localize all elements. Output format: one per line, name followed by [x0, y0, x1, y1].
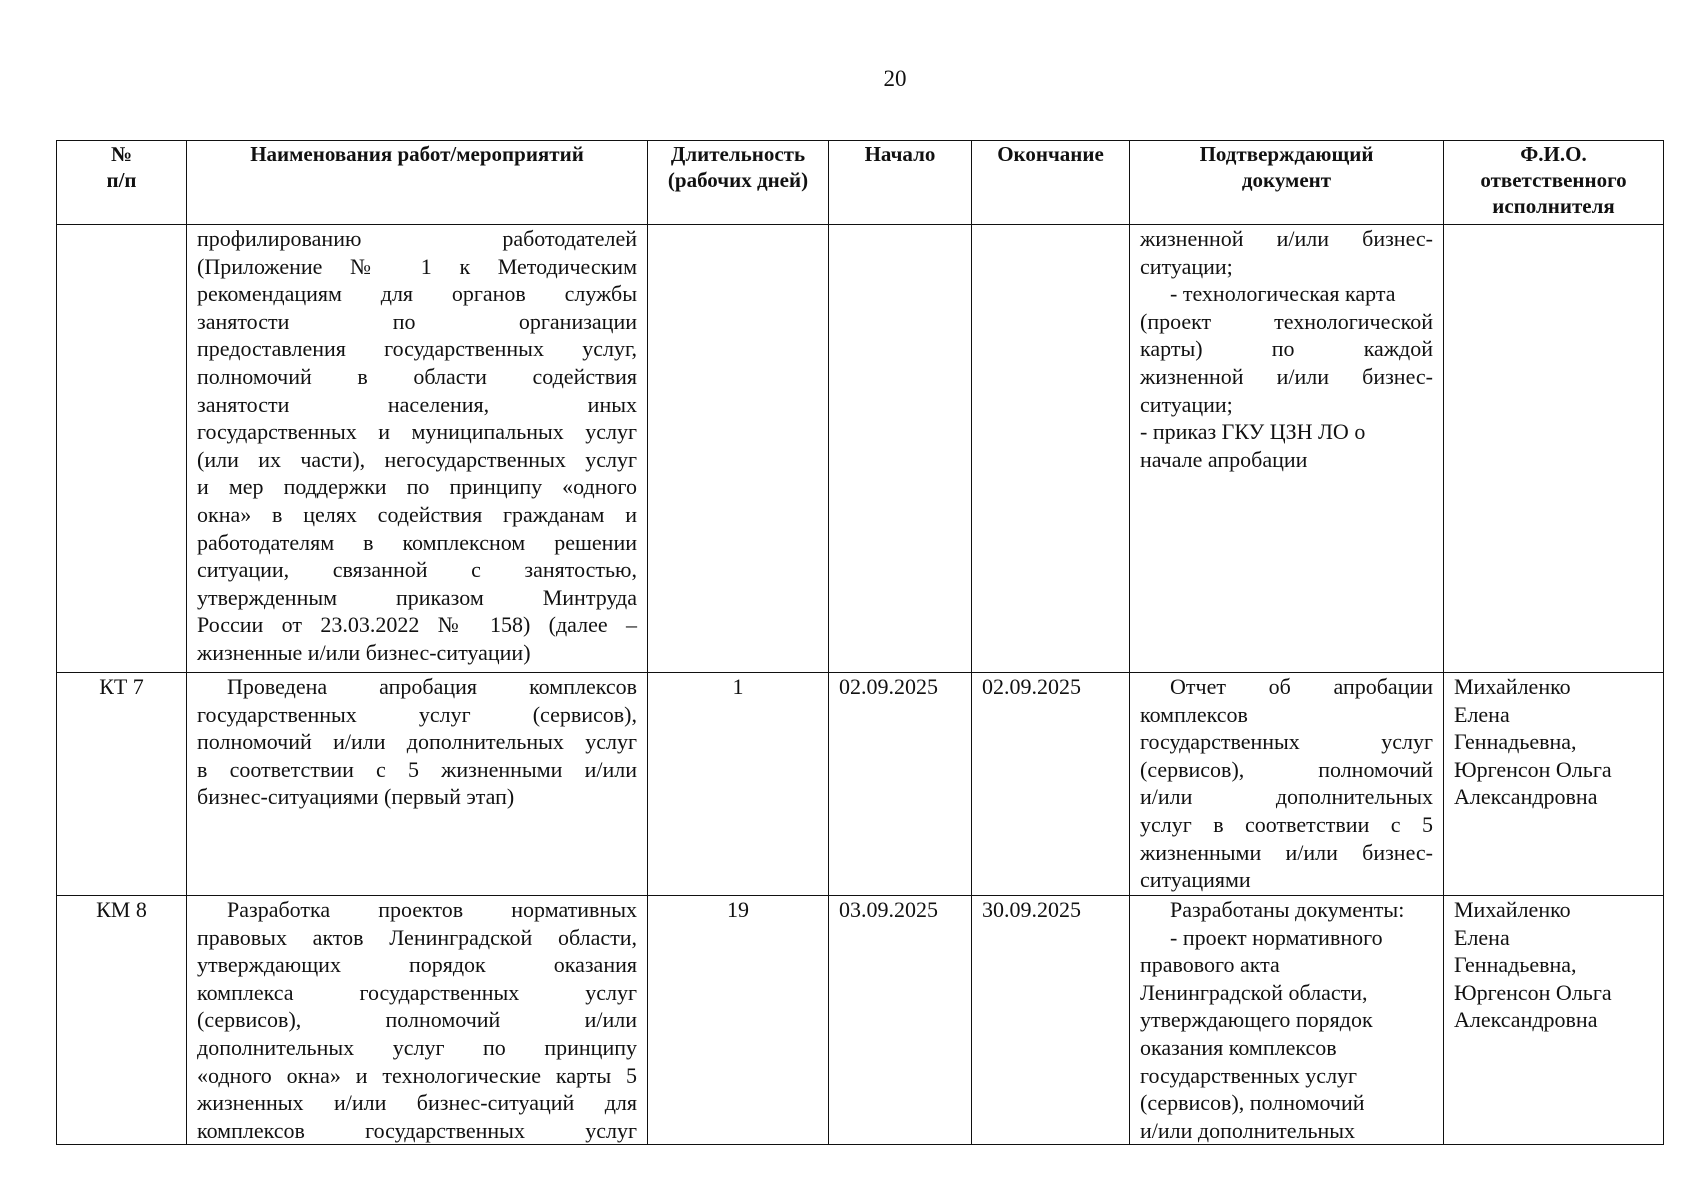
header-num: № п/п	[57, 141, 187, 225]
cell-num	[57, 225, 187, 673]
cell-name: Разработка проектов нормативных правовых актов Ленинградской области, утверждающих порядок оказания комплекса государственных услуг (сервисов), полномочий и/или дополнительных услуг по принципу «одного окна» и технологические карты 5 жизненных и/или бизнес-ситуаций для комплексов государственных услуг	[187, 896, 648, 1145]
header-responsible: Ф.И.О. ответственного исполнителя	[1444, 141, 1664, 225]
cell-end: 30.09.2025	[972, 896, 1130, 1145]
table-row	[57, 673, 1664, 896]
cell-name: профилированию работодателей (Приложение № 1 к Методическим рекомендациям для органов службы занятости по организации предоставления государственных услуг, полномочий в области содействия занятости населения, иных государственных и муниципальных услуг (или их части), негосударственных услуг и мер поддержки по принципу «одного окна» в целях содействия гражданам и работодателям в комплексном решении ситуации, связанной с занятостью, утвержденным приказом Минтруда России от 23.03.2022 № 158) (далее – жизненные и/или бизнес-ситуации)	[187, 225, 648, 673]
table-header-row	[57, 141, 1664, 225]
header-name: Наименования работ/мероприятий	[187, 141, 648, 225]
table-row	[57, 225, 1664, 673]
cell-end	[972, 225, 1130, 673]
cell-responsible: Михайленко Елена Геннадьевна, Юргенсон Ольга Александровна	[1444, 896, 1664, 1145]
cell-start: 03.09.2025	[829, 896, 972, 1145]
cell-end: 02.09.2025	[972, 673, 1130, 896]
cell-name: Проведена апробация комплексов государственных услуг (сервисов), полномочий и/или дополнительных услуг в соответствии с 5 жизненными и/или бизнес-ситуациями (первый этап)	[187, 673, 648, 896]
header-duration: Длительность (рабочих дней)	[648, 141, 829, 225]
page-number: 20	[883, 66, 907, 91]
cell-num: КТ 7	[57, 673, 187, 896]
cell-responsible	[1444, 225, 1664, 673]
header-start: Начало	[829, 141, 972, 225]
header-end: Окончание	[972, 141, 1130, 225]
cell-document: Отчет об апробации комплексов государственных услуг (сервисов), полномочий и/или дополнительных услуг в соответствии с 5 жизненными и/или бизнес- ситуациями	[1130, 673, 1444, 896]
cell-duration	[648, 225, 829, 673]
cell-duration: 19	[648, 896, 829, 1145]
cell-duration: 1	[648, 673, 829, 896]
cell-start: 02.09.2025	[829, 673, 972, 896]
cell-document: Разработаны документы: - проект нормативного правового акта Ленинградской области, утверждающего порядок оказания комплексов государственных услуг (сервисов), полномочий и/или дополнительных	[1130, 896, 1444, 1145]
cell-start	[829, 225, 972, 673]
cell-responsible: Михайленко Елена Геннадьевна, Юргенсон Ольга Александровна	[1444, 673, 1664, 896]
table-row	[57, 896, 1664, 1145]
schedule-table	[56, 140, 1664, 1145]
cell-document: жизненной и/или бизнес- ситуации; - технологическая карта (проект технологической карты) по каждой жизненной и/или бизнес- ситуации; - приказ ГКУ ЦЗН ЛО о начале апробации	[1130, 225, 1444, 673]
header-document: Подтверждающий документ	[1130, 141, 1444, 225]
cell-num: КМ 8	[57, 896, 187, 1145]
